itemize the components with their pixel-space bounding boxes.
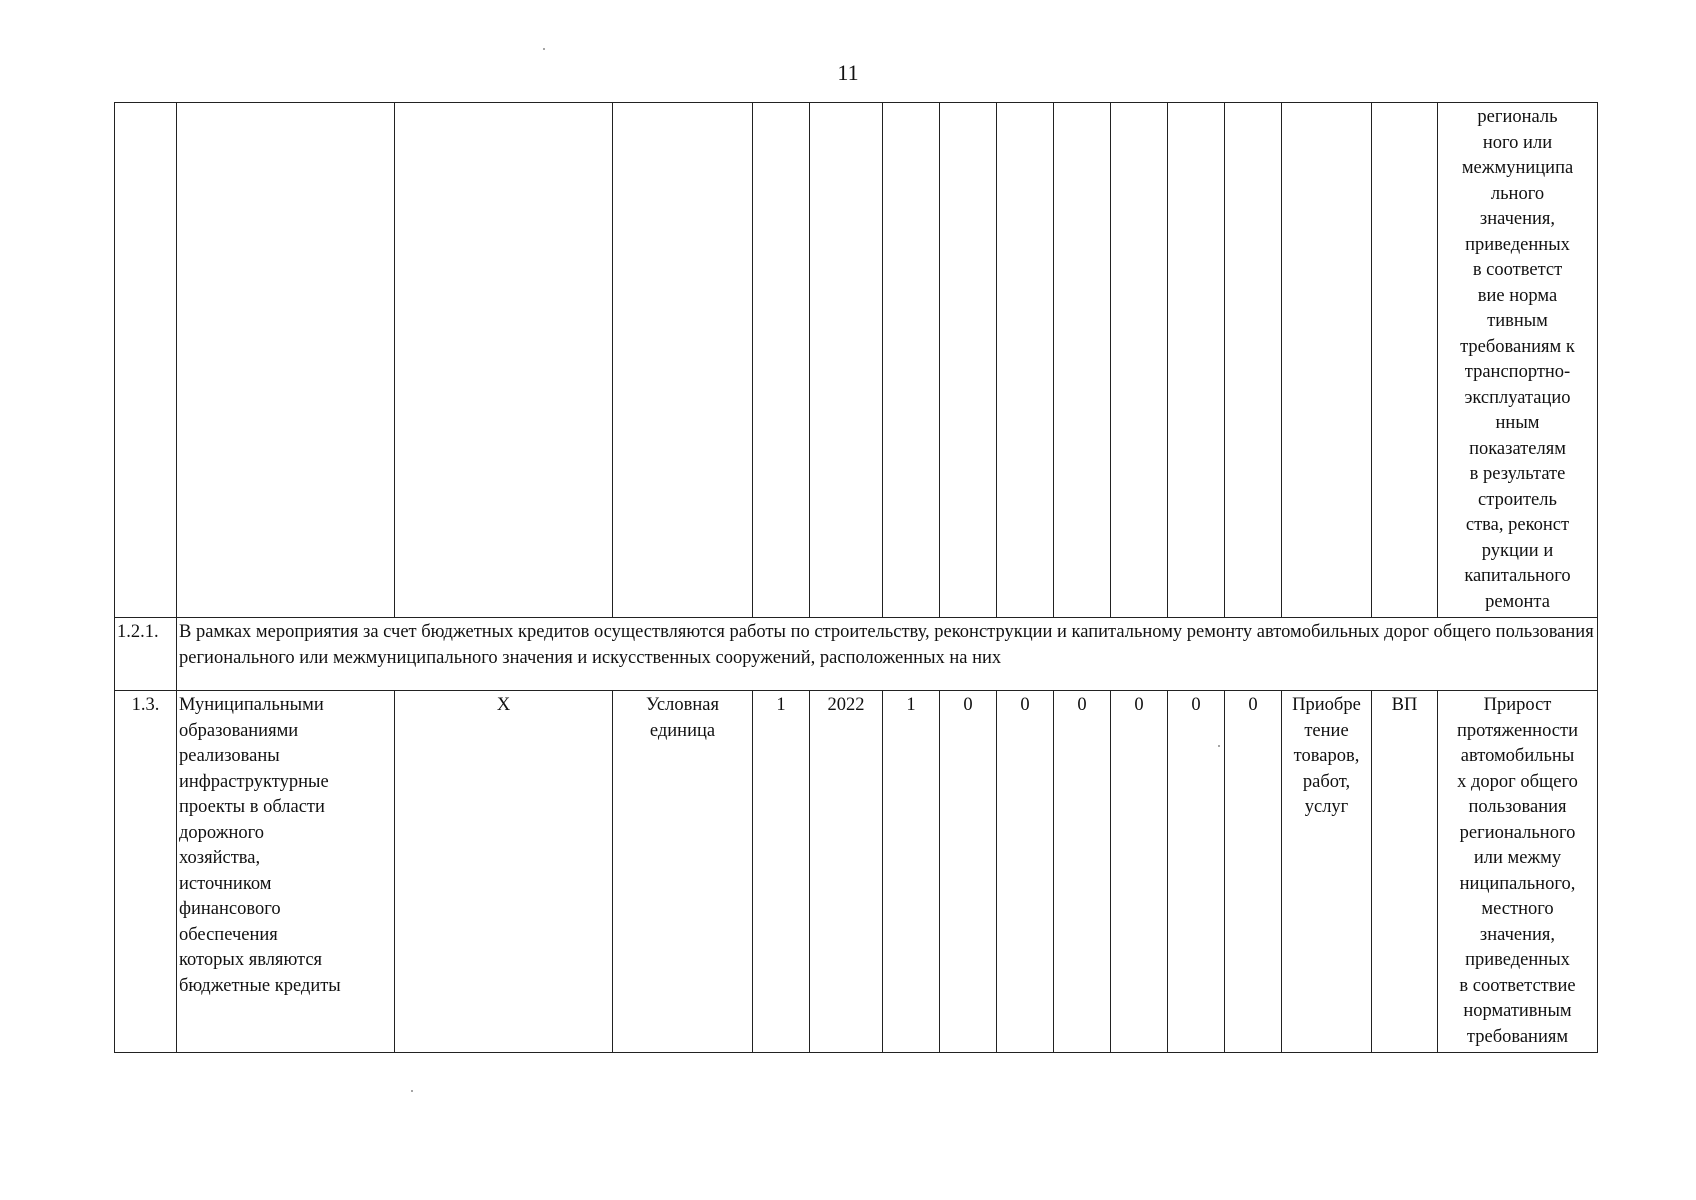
row-v1-1-3: 1 [883, 691, 940, 1053]
cell-base-value [753, 103, 810, 618]
row-text-1-2-1: В рамках мероприятия за счет бюджетных кредитов осуществляются работы по строительству, реконструкции и капитальному ремонту автомобильных дорог общего пользования регионального или межмуниципального значения и искусственных сооружений, расположенных на них [177, 618, 1598, 691]
cell-base-year [810, 103, 883, 618]
row-v3-1-3: 0 [997, 691, 1054, 1053]
cell-v4 [1054, 103, 1111, 618]
cell-v5 [1111, 103, 1168, 618]
row-unit-1-3: Условная единица [613, 691, 753, 1053]
row-number-1-2-1: 1.2.1. [115, 618, 177, 691]
row-code-1-3: ВП [1372, 691, 1438, 1053]
cell-v6 [1168, 103, 1225, 618]
cell-code [1372, 103, 1438, 618]
row-base-value-1-3: 1 [753, 691, 810, 1053]
cell-col3 [395, 103, 613, 618]
row-type-1-3: Приобре тение товаров, работ, услуг [1282, 691, 1372, 1053]
row-v2-1-3: 0 [940, 691, 997, 1053]
row-v5-1-3: 0 [1111, 691, 1168, 1053]
cell-description-continued: региональ ного или межмуниципа льного значения, приведенных в соответст вие норма тивным требованиям к транспортно- эксплуатацио нным показателям в результате строитель ства, реконст рукции и капитального ремонта [1438, 103, 1598, 618]
cell-number [115, 103, 177, 618]
row-v6-1-3: 0 [1168, 691, 1225, 1053]
row-col3-1-3: X [395, 691, 613, 1053]
indicators-table [114, 102, 1598, 1053]
scan-speck [411, 1090, 413, 1092]
scan-speck [1218, 745, 1220, 747]
row-v7-1-3: 0 [1225, 691, 1282, 1053]
table-row-1-3 [115, 691, 1598, 1053]
table-row-1-2-1 [115, 618, 1598, 691]
row-name-1-3: Муниципальными образованиями реализованы инфраструктурные проекты в области дорожного хозяйства, источником финансового обеспечения которых являются бюджетные кредиты [177, 691, 395, 1053]
scan-speck [543, 48, 545, 50]
row-base-year-1-3: 2022 [810, 691, 883, 1053]
cell-v2 [940, 103, 997, 618]
row-number-1-3: 1.3. [115, 691, 177, 1053]
cell-v1 [883, 103, 940, 618]
cell-type [1282, 103, 1372, 618]
cell-v3 [997, 103, 1054, 618]
table-row-continued [115, 103, 1598, 618]
row-v4-1-3: 0 [1054, 691, 1111, 1053]
cell-name [177, 103, 395, 618]
row-description-1-3: Прирост протяженности автомобильны х дорог общего пользования регионального или межму ниципального, местного значения, приведенных в соответствие нормативным требованиям [1438, 691, 1598, 1053]
page-number: 11 [837, 60, 859, 85]
cell-unit [613, 103, 753, 618]
cell-v7 [1225, 103, 1282, 618]
